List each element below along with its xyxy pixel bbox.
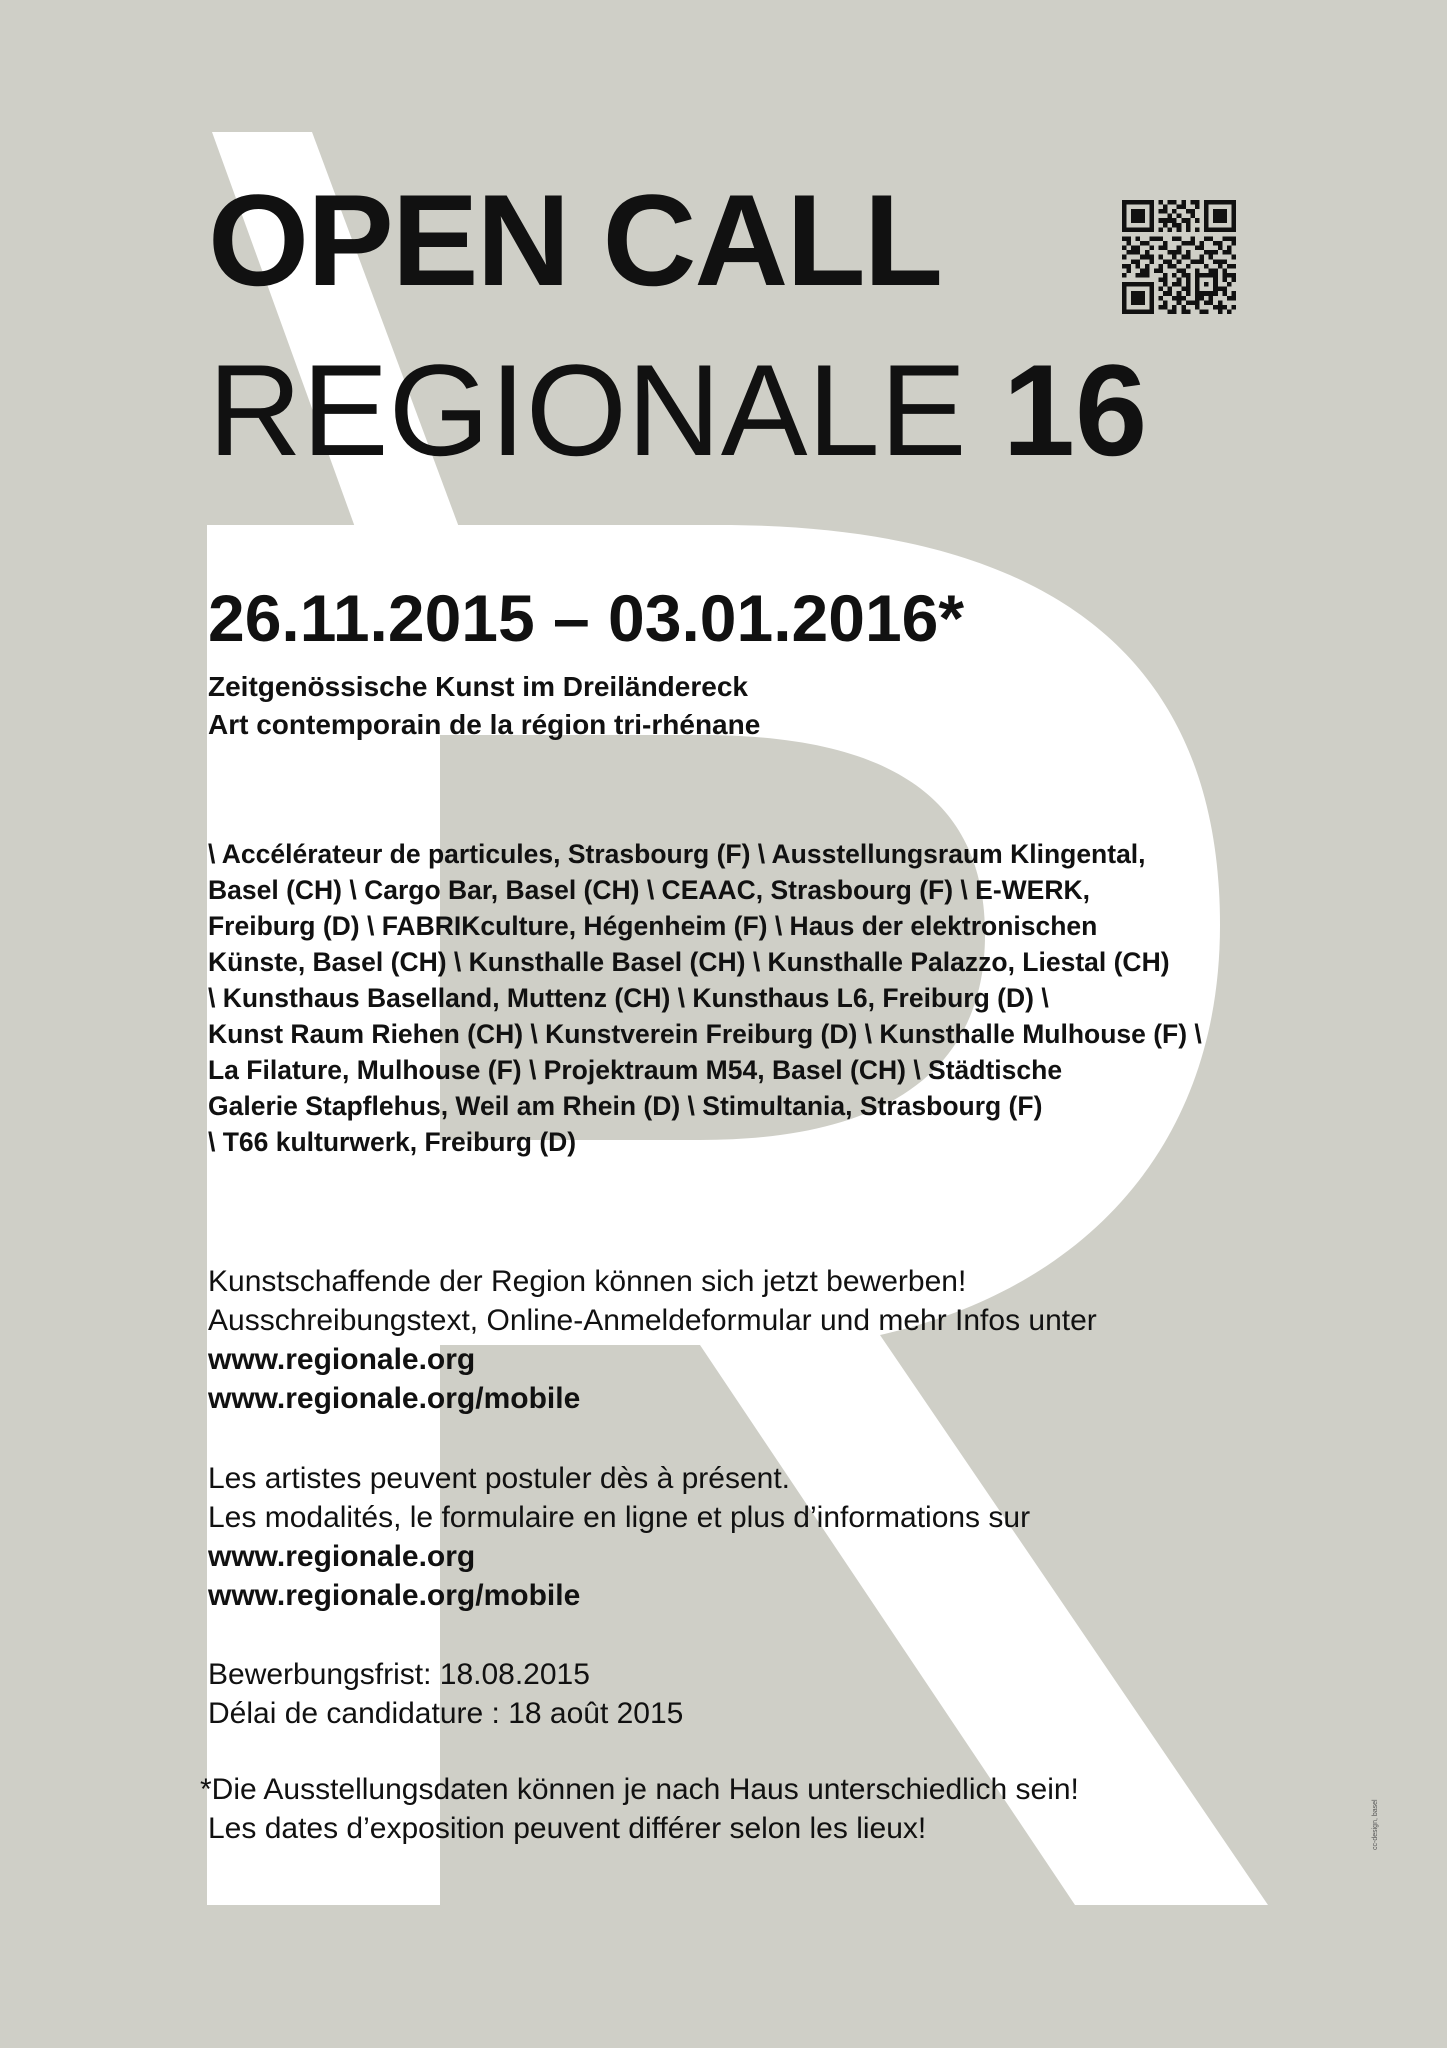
call-de	[208, 1262, 1097, 1418]
venue-line: La Filature, Mulhouse (F) \ Projektraum M54, Basel (CH) \ Städtische	[208, 1055, 1063, 1085]
call-de-url-mobile[interactable]: www.regionale.org/mobile	[208, 1382, 581, 1415]
deadline	[208, 1655, 683, 1733]
exhibition-dates: 26.11.2015 – 03.01.2016*	[208, 581, 965, 655]
venue-line: Galerie Stapflehus, Weil am Rhein (D) \ Stimultania, Strasbourg (F)	[208, 1091, 1043, 1121]
qr-code-icon	[1122, 200, 1236, 314]
title-regionale-word: REGIONALE	[208, 337, 967, 483]
venue-line: \ Accélérateur de particules, Strasbourg (F) \ Ausstellungsraum Klingental,	[208, 839, 1146, 869]
venue-line: Künste, Basel (CH) \ Kunsthalle Basel (CH) \ Kunsthalle Palazzo, Liestal (CH)	[208, 947, 1170, 977]
footnote-fr: Les dates d’exposition peuvent différer selon les lieux!	[208, 1812, 927, 1845]
title-open-call: OPEN CALL	[208, 167, 942, 313]
venue-line: Basel (CH) \ Cargo Bar, Basel (CH) \ CEAAC, Strasbourg (F) \ E-WERK,	[208, 875, 1090, 905]
deadline-fr: Délai de candidature : 18 août 2015	[208, 1697, 684, 1730]
call-de-line2: Ausschreibungstext, Online-Anmeldeformular und mehr Infos unter	[208, 1304, 1097, 1337]
call-fr-url[interactable]: www.regionale.org	[208, 1540, 476, 1573]
call-de-url[interactable]: www.regionale.org	[208, 1343, 476, 1376]
footnote	[200, 1770, 1079, 1848]
footnote-de: *Die Ausstellungsdaten können je nach Haus unterschiedlich sein!	[200, 1773, 1079, 1806]
venue-line: Kunst Raum Riehen (CH) \ Kunstverein Freiburg (D) \ Kunsthalle Mulhouse (F) \	[208, 1019, 1202, 1049]
subtitle-fr: Art contemporain de la région tri-rhénane	[208, 709, 761, 740]
subtitle	[208, 668, 760, 744]
call-fr-url-mobile[interactable]: www.regionale.org/mobile	[208, 1579, 581, 1612]
venue-list	[208, 836, 1268, 1160]
call-fr-line1: Les artistes peuvent postuler dès à présent.	[208, 1462, 791, 1495]
subtitle-de: Zeitgenössische Kunst im Dreiländereck	[208, 671, 748, 702]
call-fr	[208, 1459, 1030, 1615]
venue-line: Freiburg (D) \ FABRIKculture, Hégenheim (F) \ Haus der elektronischen	[208, 911, 1098, 941]
deadline-de: Bewerbungsfrist: 18.08.2015	[208, 1658, 590, 1691]
venue-line: \ Kunsthaus Baselland, Muttenz (CH) \ Kunsthaus L6, Freiburg (D) \	[208, 983, 1049, 1013]
title-edition-number: 16	[1002, 337, 1148, 483]
designer-credit: cc-design, basel	[1372, 1799, 1379, 1850]
title-regionale	[208, 337, 1148, 483]
call-de-line1: Kunstschaffende der Region können sich jetzt bewerben!	[208, 1265, 967, 1298]
venue-line: \ T66 kulturwerk, Freiburg (D)	[208, 1127, 577, 1157]
call-fr-line2: Les modalités, le formulaire en ligne et plus d’informations sur	[208, 1501, 1031, 1534]
